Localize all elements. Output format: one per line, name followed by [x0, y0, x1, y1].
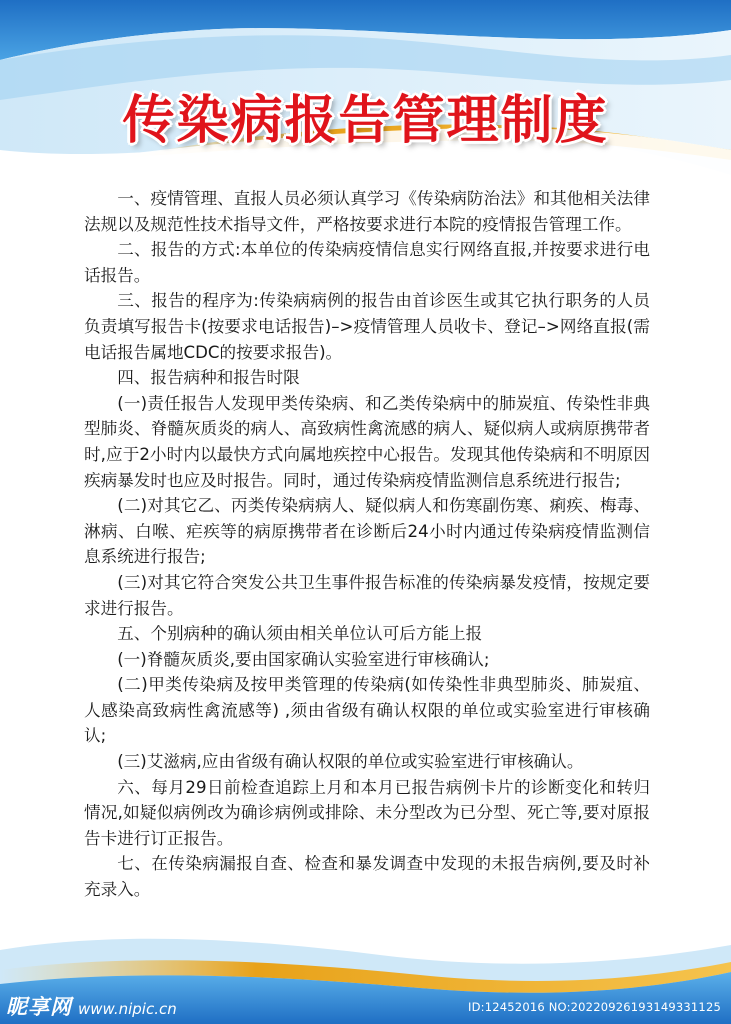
watermark-logo	[6, 994, 177, 1020]
paragraph: 三、报告的程序为:传染病病例的报告由首诊医生或其它执行职务的人员负责填写报告卡(按要求电话报告)–>疫情管理人员收卡、登记–>网络直报(需电话报告属地CDC的按要求报告)。	[84, 291, 650, 362]
paragraph: (二)对其它乙、丙类传染病病人、疑似病人和伤寒副伤寒、痢疾、梅毒、淋病、白喉、疟疾等的病原携带者在诊断后24小时内通过传染病疫情监测信息系统进行报告;	[84, 496, 650, 567]
paragraph: (一)责任报告人发现甲类传染病、和乙类传染病中的肺炭疽、传染性非典型肺炎、脊髓灰质炎的病人、高致病性禽流感的病人、疑似病人或病原携带者时,应于2小时内以最快方式向属地疾控中心报告。发现其他传染病和不明原因疾病暴发时也应及时报告。同时，通过传染病疫情监测信息系统进行报告;	[84, 393, 650, 490]
regulation-body	[84, 186, 650, 903]
paragraph: 一、疫情管理、直报人员必须认真学习《传染病防治法》和其他相关法律法规以及规范性技术指导文件，严格按要求进行本院的疫情报告管理工作。	[84, 189, 650, 234]
watermark-brand: 昵享网	[6, 995, 72, 1019]
page-title: 传染病报告管理制度	[122, 90, 609, 151]
paragraph: (二)甲类传染病及按甲类管理的传染病(如传染性非典型肺炎、肺炭疽、人感染高致病性禽流感等) ,须由省级有确认权限的单位或实验室进行审核确认;	[84, 675, 650, 746]
paragraph: 七、在传染病漏报自查、检查和暴发调查中发现的未报告病例,要及时补充录入。	[84, 854, 650, 900]
watermark-url: www.nipic.cn	[78, 1000, 177, 1018]
paragraph: 五、个别病种的确认须由相关单位认可后方能上报	[117, 624, 483, 644]
paragraph: 四、报告病种和报告时限	[117, 368, 300, 388]
paragraph: (三)对其它符合突发公共卫生事件报告标准的传染病暴发疫情，按规定要求进行报告。	[84, 572, 650, 618]
watermark-image-id: ID:12452016 NO:20220926193149331125	[468, 1000, 721, 1014]
paragraph: 六、每月29日前检查追踪上月和本月已报告病例卡片的诊断变化和转归情况,如疑似病例改为确诊病例或排除、未分型改为已分型、死亡等,要对原报告卡进行订正报告。	[84, 777, 650, 848]
paragraph: (三)艾滋病,应由省级有确认权限的单位或实验室进行审核确认。	[117, 752, 584, 772]
paragraph: 二、报告的方式:本单位的传染病疫情信息实行网络直报,并按要求进行电话报告。	[84, 240, 650, 285]
paragraph: (一)脊髓灰质炎,要由国家确认实验室进行审核确认;	[117, 649, 490, 669]
